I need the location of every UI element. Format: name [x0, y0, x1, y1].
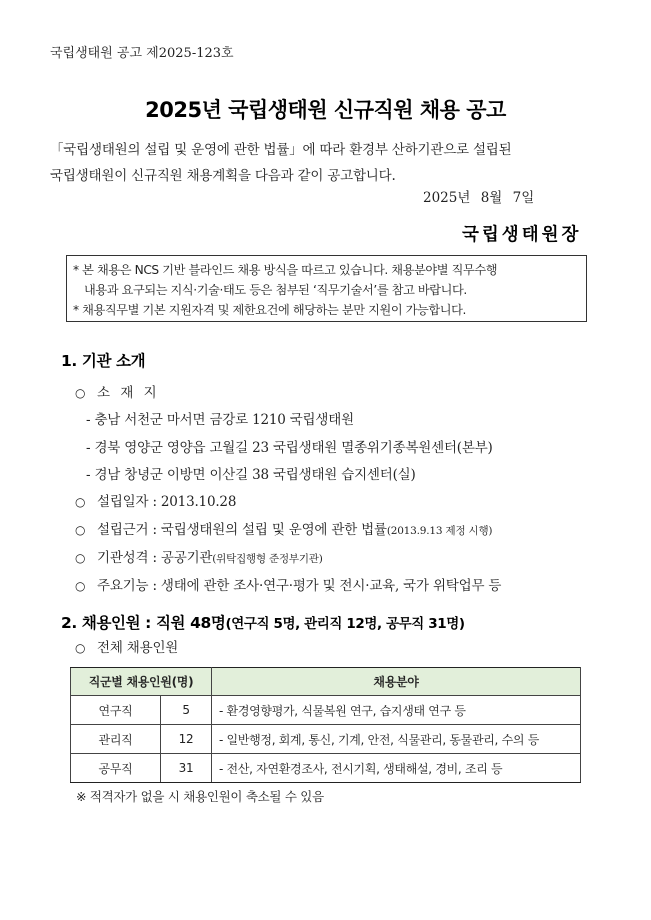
recruitment-table — [70, 667, 581, 783]
info-value: 공공기관 — [160, 550, 213, 566]
job-group: 공무직 — [71, 754, 161, 783]
headcount: 5 — [161, 696, 212, 725]
info-separator: : — [148, 578, 161, 594]
info-value: 국립생태원의 설립 및 운영에 관한 법률 — [160, 522, 387, 538]
info-separator: : — [148, 522, 161, 538]
notice-line-3: * 채용직무별 기본 지원자격 및 제한요건에 해당하는 분만 지원이 가능합니다. — [73, 303, 467, 317]
circle-bullet-icon: ○ — [75, 551, 86, 565]
info-label: 설립일자 — [97, 494, 149, 510]
announcement-date: 2025년 8월 7일 — [423, 190, 535, 206]
job-fields: - 일반행정, 회계, 통신, 기계, 안전, 식물관리, 동물관리, 수의 등 — [212, 725, 581, 754]
headcount: 12 — [161, 725, 212, 754]
job-group: 연구직 — [71, 696, 161, 725]
location-label: 소 재 지 — [97, 385, 160, 401]
section-2-heading-detail: (연구직 5명, 관리직 12명, 공무직 31명) — [225, 616, 465, 632]
job-fields: - 전산, 자연환경조사, 전시기획, 생태해설, 경비, 조리 등 — [212, 754, 581, 783]
section-2-heading — [61, 611, 465, 633]
header-group-count: 직군별 채용인원(명) — [71, 668, 212, 696]
info-row-main-functions — [75, 574, 501, 594]
notice-box — [66, 255, 587, 322]
circle-bullet-icon: ○ — [75, 386, 86, 400]
location-item: - 충남 서천군 마서면 금강로 1210 국립생태원 — [86, 412, 354, 428]
notice-line-1: * 본 채용은 NCS 기반 블라인드 채용 방식을 따르고 있습니다. 채용분야별 직무수행 — [73, 263, 498, 277]
info-separator: : — [148, 494, 161, 510]
signer: 국립생태원장 — [462, 225, 582, 245]
table-row — [71, 754, 581, 783]
job-group: 관리직 — [71, 725, 161, 754]
header-fields: 채용분야 — [212, 668, 581, 696]
info-row-institution-type — [75, 546, 323, 566]
circle-bullet-icon: ○ — [75, 641, 86, 655]
headcount: 31 — [161, 754, 212, 783]
notice-line-2: 내용과 요구되는 지식·기술·태도 등은 첨부된 ‘직무기술서’를 참고 바랍니다. — [84, 283, 467, 297]
circle-bullet-icon: ○ — [75, 495, 86, 509]
info-row-legal-basis — [75, 518, 492, 538]
document-number: 국립생태원 공고 제2025-123호 — [50, 46, 234, 61]
info-separator: : — [148, 550, 161, 566]
info-note: (위탁집행형 준정부기관) — [212, 553, 323, 565]
section-2-heading-main: 2. 채용인원 : 직원 48명 — [61, 614, 226, 632]
info-value: 2013.10.28 — [160, 494, 237, 510]
info-note: (2013.9.13 제정 시행) — [386, 525, 493, 537]
info-row-founding-date — [75, 490, 236, 510]
circle-bullet-icon: ○ — [75, 523, 86, 537]
total-recruitment-label — [75, 636, 178, 656]
table-footnote: ※ 적격자가 없을 시 채용인원이 축소될 수 있음 — [76, 789, 324, 804]
location-label-row — [75, 381, 160, 401]
intro-line-2: 국립생태원이 신규직원 채용계획을 다음과 같이 공고합니다. — [50, 168, 396, 184]
intro-paragraph — [50, 137, 512, 189]
location-item: - 경북 영양군 영양읍 고월길 23 국립생태원 멸종위기종복원센터(본부) — [86, 440, 493, 456]
location-item: - 경남 창녕군 이방면 이산길 38 국립생태원 습지센터(실) — [86, 467, 416, 483]
info-label: 설립근거 — [97, 522, 149, 538]
table-row — [71, 725, 581, 754]
table-header-row — [71, 668, 581, 696]
info-value: 생태에 관한 조사·연구·평가 및 전시·교육, 국가 위탁업무 등 — [160, 578, 502, 594]
table-row — [71, 696, 581, 725]
job-fields: - 환경영향평가, 식물복원 연구, 습지생태 연구 등 — [212, 696, 581, 725]
info-label: 주요기능 — [97, 578, 149, 594]
info-label: 기관성격 — [97, 550, 149, 566]
circle-bullet-icon: ○ — [75, 579, 86, 593]
intro-line-1: 「국립생태원의 설립 및 운영에 관한 법률」에 따라 환경부 산하기관으로 설립된 — [50, 142, 512, 158]
page-title: 2025년 국립생태원 신규직원 채용 공고 — [145, 98, 506, 122]
section-1-heading: 1. 기관 소개 — [61, 352, 146, 370]
sub-label: 전체 채용인원 — [97, 640, 179, 656]
